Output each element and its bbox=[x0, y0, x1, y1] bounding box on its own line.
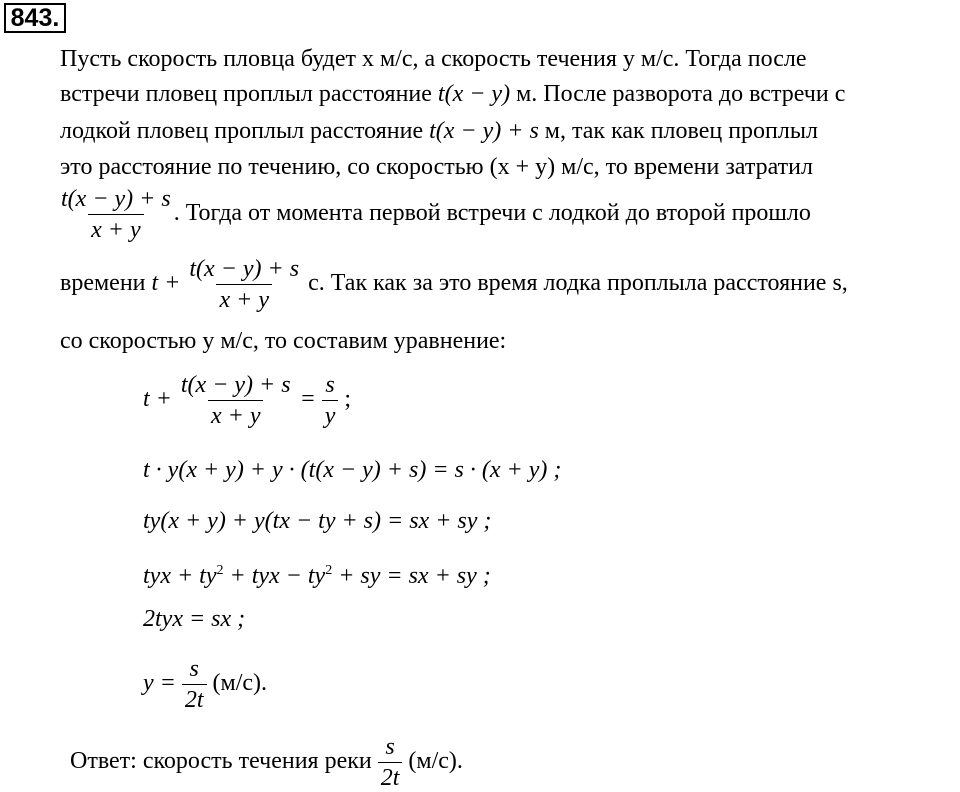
answer-unit: (м/с). bbox=[402, 748, 463, 775]
line6-text-a: времени bbox=[60, 270, 152, 297]
fraction-time-total bbox=[186, 256, 302, 313]
fraction-time-downstream bbox=[58, 186, 174, 243]
expr-t-plus: t + bbox=[151, 270, 187, 297]
eq4-part-a: tyx + ty bbox=[143, 563, 217, 589]
equation-6 bbox=[143, 656, 267, 713]
fraction-denominator: x + y bbox=[216, 284, 272, 313]
fraction-denominator: 2t bbox=[378, 762, 403, 791]
paragraph-line-3 bbox=[60, 117, 818, 145]
line3-text-b: м, так как пловец проплыл bbox=[538, 118, 818, 144]
line2-text-a: встречи пловец проплыл расстояние bbox=[60, 81, 438, 107]
paragraph-line-4: это расстояние по течению, со скоростью (x + y) м/с, то времени затратил bbox=[60, 154, 813, 180]
eq6-unit: (м/с). bbox=[206, 670, 268, 697]
eq1-fraction-left bbox=[178, 372, 294, 429]
line6-text-b: с. Так как за это время лодка проплыла расстояние s, bbox=[302, 270, 848, 297]
answer-fraction bbox=[378, 734, 403, 791]
paragraph-line-5 bbox=[58, 186, 811, 243]
equation-5: 2tyx = sx ; bbox=[143, 606, 246, 632]
eq4-part-c: + sy = sx + sy ; bbox=[332, 563, 491, 589]
eq4-exponent-2: 2 bbox=[325, 563, 333, 578]
eq1-equals: = bbox=[293, 386, 322, 413]
paragraph-line-6 bbox=[60, 256, 848, 313]
answer-prefix: Ответ: скорость течения реки bbox=[70, 748, 378, 775]
paragraph-line-7: со скоростью y м/с, то составим уравнение: bbox=[60, 328, 507, 354]
eq4-part-b: + tyx − ty bbox=[223, 563, 326, 589]
paragraph-line-1: Пусть скорость пловца будет x м/с, а скорость течения y м/с. Тогда после bbox=[60, 46, 807, 72]
line5-text: . Тогда от момента первой встречи с лодкой до второй прошло bbox=[173, 200, 811, 227]
expr-t-x-minus-y: t(x − y) bbox=[437, 81, 511, 107]
fraction-denominator: x + y bbox=[208, 400, 264, 429]
problem-number: 843. bbox=[4, 3, 66, 33]
eq4-exponent-1: 2 bbox=[216, 563, 224, 578]
equation-2: t · y(x + y) + y · (t(x − y) + s) = s · (x + y) ; bbox=[143, 457, 562, 483]
eq1-semicolon: ; bbox=[338, 386, 352, 413]
equation-1 bbox=[143, 372, 351, 429]
equation-3: ty(x + y) + y(tx − ty + s) = sx + sy ; bbox=[143, 508, 492, 534]
equation-4 bbox=[143, 557, 491, 590]
fraction-numerator: t(x − y) + s bbox=[189, 256, 300, 282]
fraction-numerator: t(x − y) + s bbox=[180, 372, 291, 398]
answer-line bbox=[70, 734, 463, 791]
expr-t-x-minus-y-plus-s: t(x − y) + s bbox=[429, 118, 539, 144]
fraction-numerator: s bbox=[325, 372, 335, 398]
eq1-fraction-right bbox=[322, 372, 339, 429]
eq6-y-equals: y = bbox=[143, 670, 182, 697]
fraction-denominator: x + y bbox=[88, 214, 144, 243]
fraction-numerator: s bbox=[189, 656, 199, 682]
paragraph-line-2 bbox=[60, 80, 845, 108]
line3-text-a: лодкой пловец проплыл расстояние bbox=[60, 118, 430, 144]
eq6-fraction bbox=[182, 656, 207, 713]
eq1-t-plus: t + bbox=[143, 386, 178, 413]
fraction-numerator: s bbox=[385, 734, 395, 760]
fraction-denominator: y bbox=[322, 400, 339, 429]
line2-text-b: м. После разворота до встречи с bbox=[510, 81, 846, 107]
fraction-numerator: t(x − y) + s bbox=[61, 186, 171, 212]
fraction-denominator: 2t bbox=[182, 684, 207, 713]
